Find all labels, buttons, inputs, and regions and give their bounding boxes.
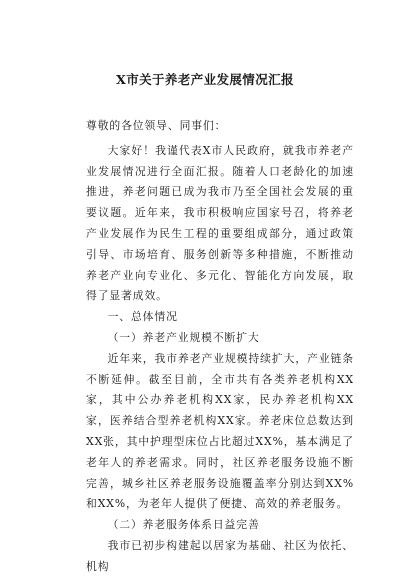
section-heading: 一、总体情况: [107, 310, 178, 324]
subsection-heading: （二）养老服务体系日益完善: [107, 518, 260, 532]
paragraph: 近年来，我市养老产业规模持续扩大，产业链条不断延伸。截至目前，全市共有各类养老机构XX家，其中公办养老机构XX家，民办养老机构XX家，医养结合型养老机构XX家。养老床位总数达到XX张，其中护理型床位占比超过XX%，基本满足了老年人的养老需求。同时，社区养老服务设施不断完善，城乡社区养老服务设施覆盖率分别达到XX%和XX%，为老年人提供了便捷、高效的养老服务。: [86, 351, 354, 511]
intro-paragraph: 大家好！我谨代表X市人民政府，就我市养老产业发展情况进行全面汇报。随着人口老龄化的加速推进，养老问题已成为我市乃至全国社会发展的重要议题。近年来，我市积极响应国家号召，将养老产业发展作为民生工程的重要组成部分，通过政策引导、市场培育、服务创新等多种措施，不断推动养老产业向专业化、多元化、智能化方向发展，取得了显著成效。: [86, 143, 354, 303]
subsection-heading: （一）养老产业规模不断扩大: [107, 330, 260, 344]
greeting: 尊敬的各位领导、同事们：: [86, 119, 227, 132]
document-body: [86, 114, 354, 578]
paragraph: 我市已初步构建起以居家为基础、社区为依托、机构: [86, 538, 354, 573]
document-title: X市关于养老产业发展情况汇报: [116, 72, 294, 87]
